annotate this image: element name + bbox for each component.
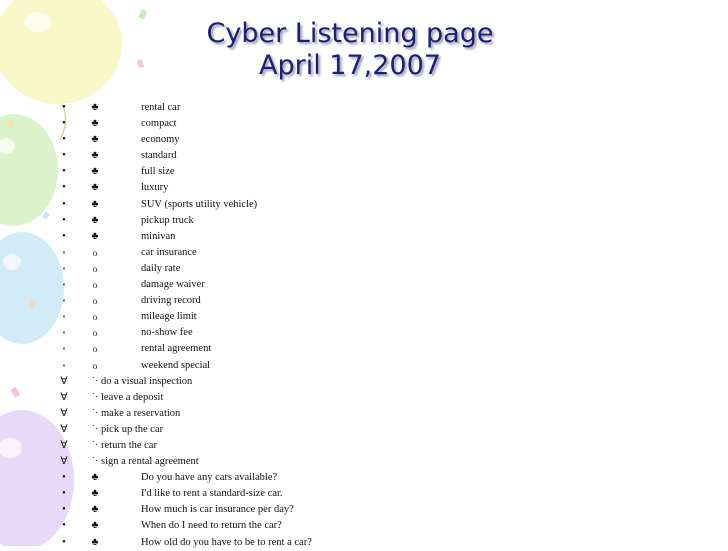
list-item-text: When do I need to return the car?	[141, 520, 282, 532]
bullet-icon: •	[62, 230, 66, 242]
bullet-icon: •	[62, 472, 66, 484]
list-item	[0, 518, 728, 534]
confetti	[137, 59, 144, 68]
bullet-icon: •	[62, 520, 66, 532]
list-item-text: rental car	[141, 102, 181, 113]
list-item	[0, 325, 728, 341]
club-icon: ♣	[91, 118, 99, 130]
club-icon: ♣	[91, 198, 99, 210]
title-line-1: Cyber Listening page	[206, 18, 494, 49]
bullet-icon: •	[62, 536, 66, 548]
bullet-icon: •	[62, 214, 66, 226]
bullet-icon: •	[62, 102, 66, 113]
circle-bullet-icon: o	[92, 344, 98, 355]
list-item	[0, 309, 728, 325]
club-icon: ♣	[91, 214, 99, 226]
list-item	[0, 116, 728, 132]
list-item-text: sign a rental agreement	[101, 456, 199, 468]
list-item-text: no-show fee	[141, 327, 193, 339]
list-item	[0, 148, 728, 164]
vocabulary-list	[0, 100, 728, 551]
bullet-icon: •	[62, 166, 66, 178]
list-item	[0, 180, 728, 196]
bullet-icon: •	[62, 134, 66, 146]
list-item-text: make a reservation	[101, 407, 181, 419]
dot-marker-icon: ˙·	[91, 423, 99, 435]
list-item-text: driving record	[141, 295, 201, 307]
list-item	[0, 374, 728, 390]
bullet-icon: •	[62, 361, 66, 370]
list-item	[0, 454, 728, 470]
list-item-text: minivan	[141, 230, 176, 242]
list-item-text: mileage limit	[141, 311, 197, 323]
list-item	[0, 100, 728, 116]
list-item	[0, 229, 728, 245]
dot-marker-icon: ˙·	[91, 375, 99, 387]
bullet-icon: ∀	[60, 423, 68, 435]
list-item	[0, 358, 728, 374]
club-icon: ♣	[91, 520, 99, 532]
bullet-icon: •	[62, 504, 66, 516]
club-icon: ♣	[91, 134, 99, 146]
list-item-text: full size	[141, 166, 175, 178]
bullet-icon: •	[62, 345, 66, 354]
club-icon: ♣	[91, 536, 99, 548]
bullet-icon: •	[62, 150, 66, 162]
list-item	[0, 422, 728, 438]
bullet-icon: ∀	[60, 375, 68, 387]
bullet-icon: ∀	[60, 439, 68, 451]
list-item-text: compact	[141, 118, 177, 130]
bullet-icon: •	[62, 248, 66, 257]
list-item-text: pickup truck	[141, 214, 194, 226]
list-item-text: How much is car insurance per day?	[141, 504, 294, 516]
list-item-text: I'd like to rent a standard-size car.	[141, 488, 283, 500]
list-item-text: do a visual inspection	[101, 375, 193, 387]
list-item-text: weekend special	[141, 359, 211, 371]
bullet-icon: •	[62, 329, 66, 338]
title-line-2: April 17,2007	[259, 50, 441, 81]
list-item-text: economy	[141, 134, 180, 146]
list-item	[0, 164, 728, 180]
circle-bullet-icon: o	[92, 263, 98, 274]
list-item	[0, 197, 728, 213]
yellow-balloon	[0, 0, 122, 104]
bullet-icon: •	[62, 118, 66, 130]
club-icon: ♣	[91, 230, 99, 242]
list-item	[0, 213, 728, 229]
bullet-icon: •	[62, 313, 66, 322]
dot-marker-icon: ˙·	[91, 407, 99, 419]
list-item	[0, 341, 728, 357]
bullet-icon: •	[62, 264, 66, 273]
circle-bullet-icon: o	[92, 296, 98, 307]
club-icon: ♣	[91, 504, 99, 516]
bullet-icon: •	[62, 488, 66, 500]
bullet-icon: ∀	[60, 456, 68, 468]
list-item-text: pick up the car	[101, 423, 164, 435]
list-item-text: leave a deposit	[101, 391, 164, 403]
club-icon: ♣	[91, 150, 99, 162]
club-icon: ♣	[91, 166, 99, 178]
list-item-text: luxury	[141, 182, 169, 194]
list-item-text: How old do you have to be to rent a car?	[141, 536, 312, 548]
circle-bullet-icon: o	[92, 280, 98, 291]
circle-bullet-icon: o	[92, 360, 98, 371]
bullet-icon: •	[62, 182, 66, 194]
bullet-icon: ∀	[60, 391, 68, 403]
list-item-text: standard	[141, 150, 177, 162]
list-item-text: SUV (sports utility vehicle)	[141, 198, 258, 210]
list-item	[0, 277, 728, 293]
dot-marker-icon: ˙·	[91, 456, 99, 468]
list-item	[0, 502, 728, 518]
list-item	[0, 132, 728, 148]
club-icon: ♣	[91, 102, 99, 113]
circle-bullet-icon: o	[92, 328, 98, 339]
dot-marker-icon: ˙·	[91, 439, 99, 451]
club-icon: ♣	[91, 488, 99, 500]
confetti	[138, 9, 147, 20]
bullet-icon: •	[62, 297, 66, 306]
list-item-text: car insurance	[141, 246, 197, 258]
club-icon: ♣	[91, 472, 99, 484]
list-item	[0, 245, 728, 261]
slide-title	[150, 18, 550, 82]
list-item	[0, 535, 728, 551]
circle-bullet-icon: o	[92, 247, 98, 258]
list-item-text: rental agreement	[141, 343, 212, 355]
dot-marker-icon: ˙·	[91, 391, 99, 403]
list-item	[0, 293, 728, 309]
club-icon: ♣	[91, 182, 99, 194]
list-item-text: return the car	[101, 439, 157, 451]
list-item	[0, 486, 728, 502]
list-item-text: Do you have any cars available?	[141, 472, 278, 484]
list-item-text: damage waiver	[141, 279, 205, 291]
bullet-icon: •	[62, 281, 66, 290]
list-item	[0, 390, 728, 406]
bullet-icon: ∀	[60, 407, 68, 419]
list-item	[0, 438, 728, 454]
list-item	[0, 470, 728, 486]
balloon-highlight	[24, 12, 52, 32]
list-item-text: daily rate	[141, 262, 181, 274]
circle-bullet-icon: o	[92, 312, 98, 323]
list-item	[0, 261, 728, 277]
bullet-icon: •	[62, 198, 66, 210]
list-item	[0, 406, 728, 422]
